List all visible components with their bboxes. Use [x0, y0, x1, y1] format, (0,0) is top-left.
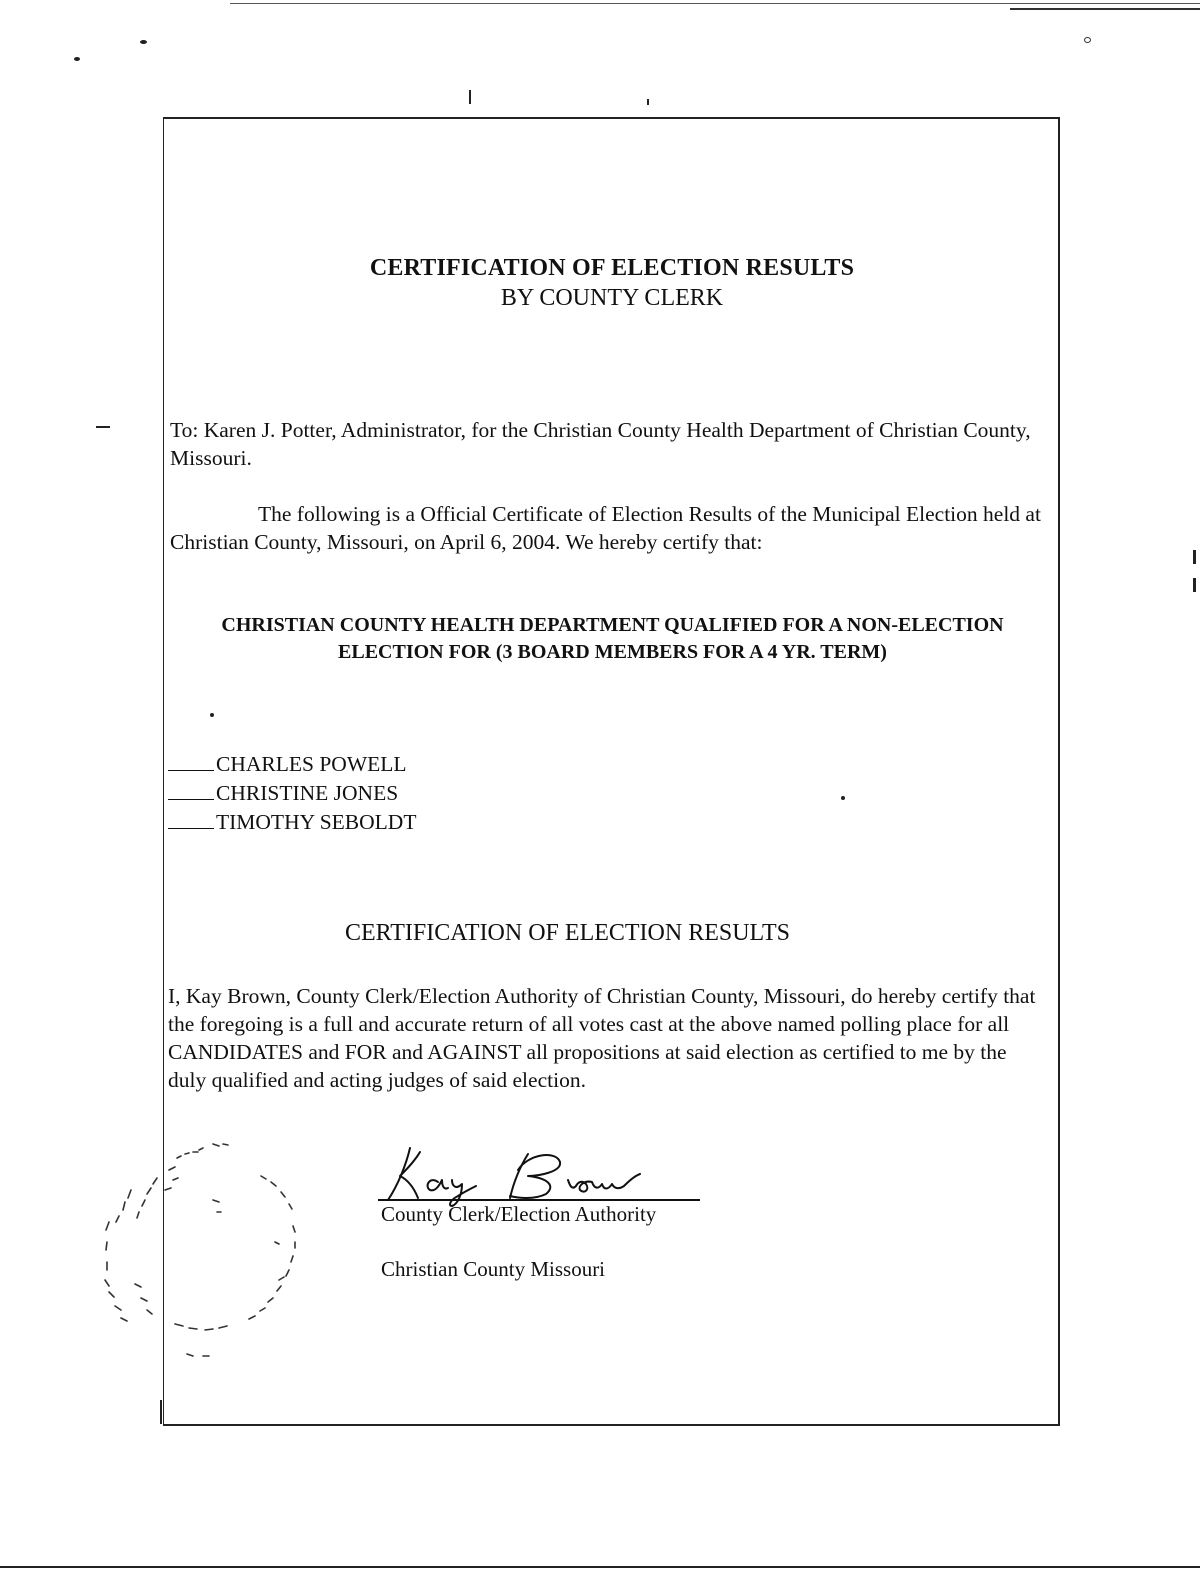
intro-paragraph: The following is a Official Certificate of Election Results of the Municipal Election held at Christian County, Missouri, on April 6, 2004. We hereby certify that:: [170, 502, 1041, 554]
candidate-name: CHRISTINE JONES: [216, 781, 399, 805]
scan-speck: [96, 426, 110, 428]
candidate-row: [168, 779, 416, 808]
document-title: CERTIFICATION OF ELECTION RESULTS: [369, 255, 855, 281]
candidate-checkbox-line: [168, 808, 214, 829]
certification-heading: CERTIFICATION OF ELECTION RESULTS: [345, 920, 791, 946]
frame-edge: [160, 1400, 162, 1424]
candidate-name: TIMOTHY SEBOLDT: [216, 810, 417, 834]
scan-speck: [140, 40, 147, 44]
embossed-seal: [95, 1130, 335, 1370]
addressee-paragraph: To: Karen J. Potter, Administrator, for the Christian County Health Department of Christian County, Missouri.: [170, 418, 1031, 470]
scan-speck: [469, 90, 471, 104]
candidate-row: [168, 750, 416, 779]
scan-speck: [647, 99, 649, 105]
candidate-row: [168, 808, 416, 837]
signature-line: [378, 1199, 700, 1201]
scan-edge-bottom: [0, 1566, 1200, 1568]
document-subtitle: BY COUNTY CLERK: [500, 285, 724, 311]
signature-county: Christian County Missouri: [381, 1257, 606, 1281]
scan-speck: [1084, 37, 1091, 43]
scan-speck: [1193, 578, 1196, 592]
scan-speck: [1193, 550, 1196, 564]
candidate-checkbox-line: [168, 750, 214, 771]
scan-edge-top: [230, 3, 1200, 4]
candidate-checkbox-line: [168, 779, 214, 800]
scan-speck: [74, 57, 80, 61]
certification-paragraph: I, Kay Brown, County Clerk/Election Authority of Christian County, Missouri, do hereby certify that the foregoing is a full and accurate return of all votes cast at the above named polling place for all CANDIDATES and FOR and AGAINST all propositions at said election as certified to me by the duly qualified and acting judges of said election.: [168, 984, 1036, 1092]
signature-caption: County Clerk/Election Authority: [381, 1202, 657, 1226]
qualification-heading: CHRISTIAN COUNTY HEALTH DEPARTMENT QUALIFIED FOR A NON-ELECTION ELECTION FOR (3 BOARD MEMBERS FOR A 4 YR. TERM): [221, 614, 1004, 663]
candidate-name: CHARLES POWELL: [216, 752, 407, 776]
candidate-list: [168, 750, 416, 837]
scan-edge-top-right: [1010, 8, 1200, 10]
